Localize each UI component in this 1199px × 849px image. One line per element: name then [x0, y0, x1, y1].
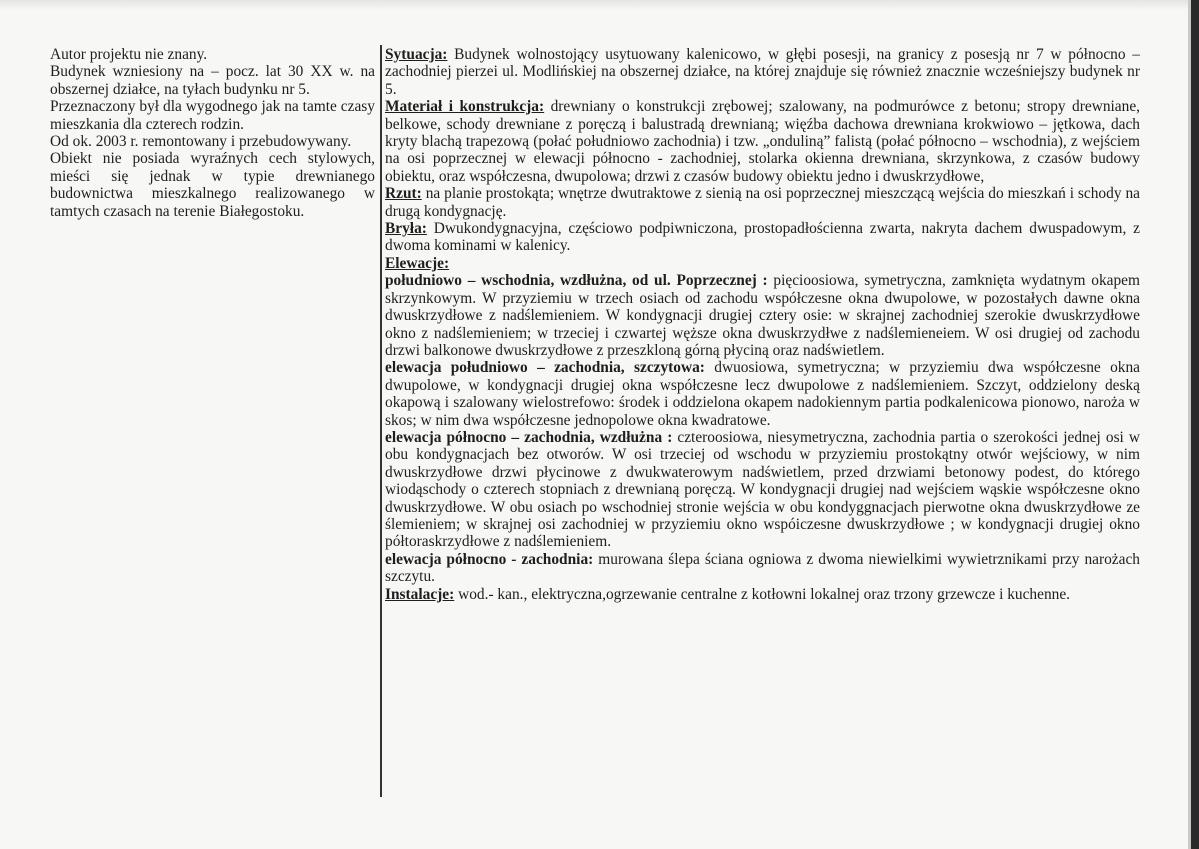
heading-elewacje: Elewacje:: [385, 254, 450, 272]
scan-top-shadow: [0, 0, 1199, 10]
section-elewacje-heading: [385, 255, 1140, 272]
section-bryla: [385, 220, 1140, 255]
heading-rzut: Rzut:: [385, 185, 422, 203]
elevation-text: czteroosiowa, niesymetryczna, zachodnia partia o szerokości jednej osi w obu kondygnacjach bez otworów. W osi trzeciej od wschodu w przyziemiu prostokątny otwór wejściowy, w nim dwuskrzydłowe drzwi płycinowe z dwukwaterowym nadświetlem, przed drzwiami betonowy podest, do którego wiodąschody o czterech stopniach z drewnianą poręczą. W kondygnacji drugiej nad wejściem wąskie współczesne okno dwuskrzydłowe. W obu osiach po wschodniej stronie wejścia w obu kondyggnacjach pierwotne okna dwuskrzydłowe ze ślemieniem; w skrajnej osi zachodniej w przyziemiu okno wspóiczesne dwuskrzydłowe ; w kondygnacji drugiej okno półtoraskrzydłowe z nadślemieniem.: [385, 428, 1140, 551]
scan-edge-dark: [1191, 0, 1199, 849]
elevation-label: elewacja północno – zachodnia, wzdłużna :: [385, 428, 673, 446]
text-instalacje: wod.- kan., elektryczna,ogrzewanie centralne z kotłowni lokalnej oraz trzony grzewcze i kuchenne.: [454, 585, 1071, 603]
section-rzut: [385, 185, 1140, 220]
elevation-text: murowana ślepa ściana ogniowa z dwoma niewielkimi wywietrznikami przy narożach szczytu.: [385, 550, 1140, 586]
section-material: [385, 98, 1140, 185]
renovation-note: Od ok. 2003 r. remontowany i przebudowywany.: [50, 133, 352, 151]
text-bryla: Dwukondygnacyjna, częściowo podpiwniczona, prostopadłościenna zwarta, nakryta dachem dwuspadowym, z dwoma kominami w kalenicy.: [385, 220, 1140, 255]
elevation-item: [385, 429, 1140, 551]
elevation-text: pięcioosiowa, symetryczna, zamknięta wydatnym okapem skrzynkowym. W przyziemiu w trzech osiach od zachodu współczesne okna dwupolowe, w pozostałych dawne okna dwuskrzydłowe z nadślemieniem. W kondygnacji drugiej cztery osie: w skrajnej zachodniej szerokie dwuskrzydłowe okno z nadślemieniem; w trzeciej i czwartej węższe okna dwuskrzydłwe z nadślemieneiem. W osi drugiej od zachodu drzwi balkonowe dwuskrzydłowe z przeszkloną górną płyciną oraz nadświetlem.: [385, 272, 1140, 359]
construction-date-note: Budynek wzniesiony na – pocz. lat 30 XX w. na obszernej działce, na tyłach budynku nr 5.: [50, 63, 375, 98]
elevation-label: elewacja południowo – zachodnia, szczytowa:: [385, 359, 705, 377]
heading-instalacje: Instalacje:: [385, 585, 455, 603]
column-divider: [380, 45, 382, 797]
text-material: drewniany o konstrukcji zrębowej; szalowany, na podmurówce z betonu; stropy drewniane, belkowe, schody drewniane z poręczą i balustradą drewnianą; więźba dachowa drewniana krokwiowo – jętkowa, dach kryty blachą trapezową (połać południowo zachodnia) i tzw. „onduliną” falistą (połać północno – wschodnia), z wejściem na osi poprzecznej w elewacji północno - zachodniej, stolarka okienna drewniana, skrzynkowa, z czasów budowy obiektu, oraz współczesna, dwupolowa; drzwi z czasów budowy obiektu jedno i dwuskrzydłowe,: [385, 98, 1140, 185]
right-column: [385, 46, 1140, 603]
text-sytuacja: Budynek wolnostojący usytuowany kalenicowo, w głębi posesji, na granicy z posesją nr 7 w północno – zachodniej pierzei ul. Modlińskiej na obszernej działce, na której znajduje się również znacznie wcześniejszy budynek nr 5.: [385, 46, 1140, 98]
section-sytuacja: [385, 46, 1140, 98]
elevation-item: [385, 359, 1140, 429]
elevation-label: elewacja północno - zachodnia:: [385, 550, 594, 568]
heading-material: Materiał i konstrukcja:: [385, 98, 545, 116]
elevation-item: [385, 272, 1140, 359]
heading-sytuacja: Sytuacja:: [385, 46, 448, 63]
elevation-label: południowo – wschodnia, wzdłużna, od ul. Poprzecznej :: [385, 272, 768, 290]
elevation-item: [385, 551, 1140, 586]
author-note: Autor projektu nie znany.: [50, 46, 208, 63]
heading-bryla: Bryła:: [385, 220, 427, 238]
purpose-note: Przeznaczony był dla wygodnego jak na tamte czasy mieszkania dla czterech rodzin.: [50, 98, 375, 133]
text-rzut: na planie prostokąta; wnętrze dwutraktowe z sienią na osi poprzecznej mieszczącą wejścia do mieszkań i schody na drugą kondygnację.: [385, 185, 1140, 220]
style-note: Obiekt nie posiada wyraźnych cech stylowych, mieści się jednak w typie drewnianego budownictwa mieszkalnego realizowanego w tamtych czasach na terenie Białegostoku.: [50, 150, 375, 220]
section-instalacje: [385, 586, 1140, 603]
left-column: [50, 46, 375, 220]
elevation-text: dwuosiowa, symetryczna; w przyziemiu dwa współczesne okna dwupolowe, w kondygnacji drugiej okna współczesne lecz dwupolowe z nadślemieniem. Szczyt, oddzielony deską okapową i szalowany wielostrefowo: środek i oddzielona okapem nadokiennym partia podkalenicowa pionowo, naroża w skos; w nim dwa współczesne jednopolowe okna kwadratowe.: [385, 359, 1140, 429]
